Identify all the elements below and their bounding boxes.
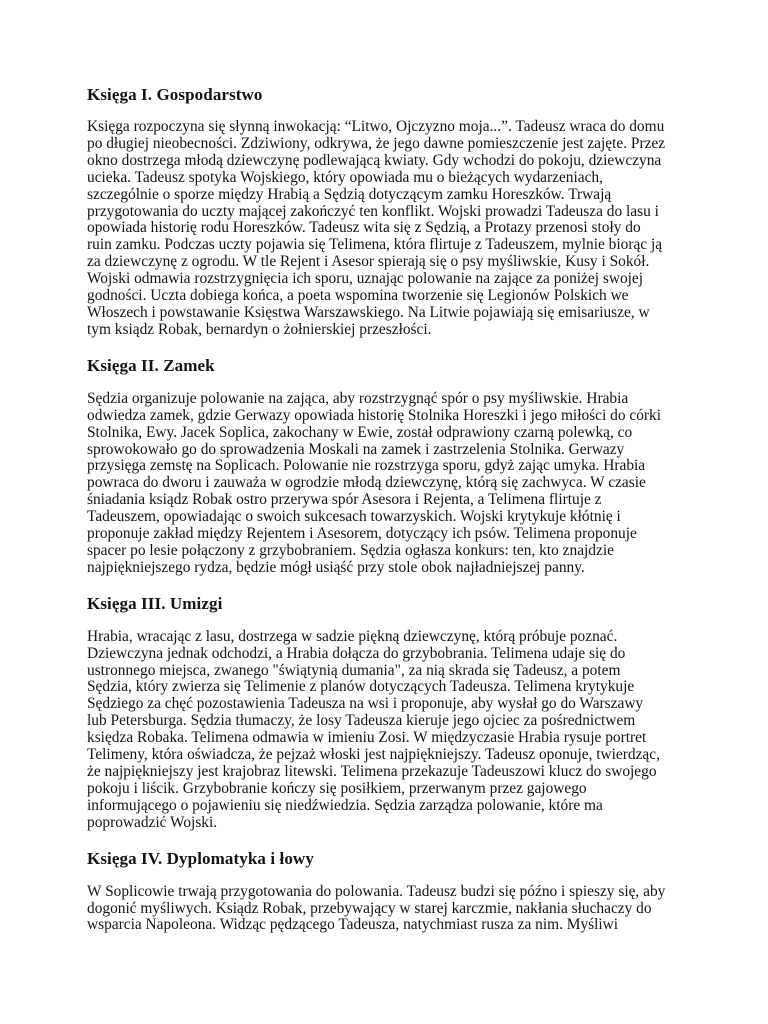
paragraph-line: pokoju i liścik. Grzybobranie kończy się posiłkiem, przerwanym przez gajowego xyxy=(87,779,587,797)
section-ksiega-1 xyxy=(87,84,683,339)
paragraph-line: śniadania ksiądz Robak ostro przerywa spór Asesora i Rejenta, a Telimena flirtuje z xyxy=(87,491,602,509)
paragraph-line: Telimeny, która oświadcza, że pejzaż włoski jest najpiękniejszy. Tadeusz oponuje, twierdząc, xyxy=(87,746,660,764)
paragraph-line: Włoszech i powstawanie Księstwa Warszawskiego. Na Litwie pojawiają się emisariusze, w xyxy=(87,303,650,321)
section-ksiega-4 xyxy=(87,848,683,935)
paragraph-line: ruin zamku. Podczas uczty pojawia się Telimena, która flirtuje z Tadeuszem, mylnie biorąc ją xyxy=(87,236,663,254)
paragraph-line: wsparcia Napoleona. Widząc pędzącego Tadeusza, natychmiast rusza za nim. Myśliwi xyxy=(87,916,619,934)
paragraph-line: dogonić myśliwych. Ksiądz Robak, przebywający w starej karczmie, nakłania słuchaczy do xyxy=(87,899,652,917)
section-heading: Księga I. Gospodarstwo xyxy=(87,85,263,104)
document-page xyxy=(87,84,683,934)
paragraph-line: Wojski odmawia rozstrzygnięcia ich sporu, uznając polowanie na zające za poniżej swojej xyxy=(87,270,644,288)
paragraph-line: że najpiękniejszy jest krajobraz litewski. Telimena przekazuje Tadeuszowi klucz do swojego xyxy=(87,763,657,780)
section-paragraph xyxy=(87,119,683,339)
paragraph-line: księdza Robaka. Telimena odmawia w imieniu Zosi. W międzyczasie Hrabia rysuje portret xyxy=(87,729,647,747)
paragraph-line: Księga rozpoczyna się słynną inwokacją: “Litwo, Ojczyzno moja...”. Tadeusz wraca do domu xyxy=(87,118,665,135)
paragraph-line: Sędzia organizuje polowanie na zająca, aby rozstrzygnąć spór o psy myśliwskie. Hrabia xyxy=(87,389,629,407)
section-heading: Księga IV. Dyplomatyka i łowy xyxy=(87,848,314,868)
section-paragraph xyxy=(87,629,683,832)
section-ksiega-2 xyxy=(87,355,683,577)
paragraph-line: powraca do dworu i zauważa w ogrodzie młodą dziewczynę, którą się zachwyca. W czasie xyxy=(87,474,646,492)
paragraph-line: Dziewczyna jednak odchodzi, a Hrabia dołącza do grzybobrania. Telimena udaje się do xyxy=(87,644,626,662)
paragraph-line: lub Petersburga. Sędzia tłumaczy, że losy Tadeusza kieruje jego ojciec za pośrednictwem xyxy=(87,712,636,730)
paragraph-line: spacer po lesie połączony z grzybobraniem. Sędzia ogłasza konkurs: ten, kto znajdzie xyxy=(87,541,614,559)
paragraph-line: opowiada historię rodu Horeszków. Tadeusz wita się z Sędzią, a Protazy przenosi stoły do xyxy=(87,219,641,237)
paragraph-line: godności. Uczta dobiega końca, a poeta wspomina tworzenie się Legionów Polskich we xyxy=(87,287,629,305)
paragraph-line: Tadeuszem, opowiadając o swoich sukcesach towarzyskich. Wojski krytykuje kłótnię i xyxy=(87,508,621,526)
paragraph-line: najpiękniejszego rydza, będzie mógł usiąść przy stole obok najładniejszej panny. xyxy=(87,558,585,576)
section-ksiega-3 xyxy=(87,593,683,832)
paragraph-line: Sędzia, który zwierza się Telimenie z planów dotyczących Tadeusza. Telimena krytykuje xyxy=(87,678,635,696)
section-heading: Księga III. Umizgi xyxy=(87,593,223,613)
paragraph-line: informującego o pojawieniu się niedźwiedzia. Sędzia zarządza polowanie, które ma xyxy=(87,796,603,814)
paragraph-line: W Soplicowie trwają przygotowania do polowania. Tadeusz budzi się późno i spieszy się, aby xyxy=(87,882,666,900)
section-heading: Księga II. Zamek xyxy=(87,355,215,375)
paragraph-line: ustronnego miejsca, zwanego "świątynią dumania", za nią skrada się Tadeusz, a potem xyxy=(87,661,621,679)
paragraph-line: za dziewczynę z ogrodu. W tle Rejent i Asesor spierają się o psy myśliwskie, Kusy i Sokół. xyxy=(87,253,650,271)
paragraph-line: sprowokowało go do sprowadzenia Moskali na zamek i zastrzelenia Stolnika. Gerwazy xyxy=(87,440,625,458)
paragraph-line: przygotowania do uczty mającej zakończyć ten konflikt. Wojski prowadzi Tadeusza do lasu i xyxy=(87,202,659,220)
paragraph-line: szczególnie o sporze między Hrabią a Sędzią dotyczącym zamku Horeszków. Trwają xyxy=(87,185,612,203)
paragraph-line: proponuje zakład między Rejentem i Asesorem, dotyczący ich psów. Telimena proponuje xyxy=(87,525,637,543)
paragraph-line: Sędziego za chęć pozostawienia Tadeusza na wsi i proponuje, aby wysłał go do Warszawy xyxy=(87,695,644,713)
section-paragraph xyxy=(87,884,683,935)
paragraph-line: ucieka. Tadeusz spotyka Wojskiego, który opowiada mu o bieżących wydarzeniach, xyxy=(87,168,603,186)
paragraph-line: okno dostrzega młodą dziewczynę podlewającą kwiaty. Gdy wchodzi do pokoju, dziewczyna xyxy=(87,151,662,169)
paragraph-line: poprowadzić Wojski. xyxy=(87,813,218,831)
paragraph-line: odwiedza zamek, gdzie Gerwazy opowiada historię Stolnika Horeszki i jego miłości do córki xyxy=(87,406,661,424)
paragraph-line: tym ksiądz Robak, bernardyn o żołnierskiej przeszłości. xyxy=(87,320,432,338)
paragraph-line: Hrabia, wracając z lasu, dostrzega w sadzie piękną dziewczynę, którą próbuje poznać. xyxy=(87,627,618,645)
paragraph-line: po długiej nieobecności. Zdziwiony, odkrywa, że jego dawne pomieszczenie jest zajęte. Przez xyxy=(87,134,666,152)
paragraph-line: przysięga zemstę na Soplicach. Polowanie nie rozstrzyga sporu, gdyż zając umyka. Hrabia xyxy=(87,457,646,475)
section-paragraph xyxy=(87,391,683,577)
paragraph-line: Stolnika, Ewy. Jacek Soplica, zakochany w Ewie, został odprawiony czarną polewką, co xyxy=(87,423,633,441)
